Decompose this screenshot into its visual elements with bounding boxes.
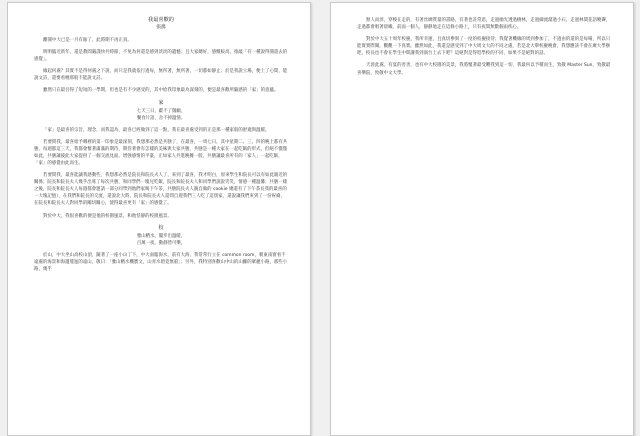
paragraph: 離開中大已是一月有餘了，此時期不再正真。 xyxy=(43,38,132,43)
paragraph: 對於中大五十周年校慶，我所幸運，且真切參與了一度的校慶接待；我覺著機緣的周到參加了，不過由的還的是每場，所以只能實實際閱，觀觀一下真實。雖然如此，我還是感受到了中大周文大的不同之處，若是北大舉校慶晚會，我想應該不會在廣大學辦吧，校長也不會在學生中間講我到演台上去下吧？這絕對是得逛學校的不同，如果不是絕對的話。 xyxy=(357,37,611,57)
paragraph: 若要問我，最喜能讓我感動些，我想那必然是院長和院長夫人了，來到了最喜，我才明白，原來學生和院長可以有如此親近的關係；院長和院長夫人幾乎出席了每次共膳，和同學們一塊兒吃飯，院長和院長夫人和同學們說說笑笑，情感一種溫馨；共膳一樣之後，院長和院長夫人每週都會邀請一部分同學到他們家喝下午茶，共膳院長夫人親自做的 cookie 總還有了下午茶長我的最喜的一大塊記憶），在我們和院長的交流，還說北大時，院長和院長夫人還問自週我們三人吃了這別家，還說讓我們來到了一份祝禱，在院長和院長夫人對同學的關切關心，使得最喜更有「家」的感覺了。 xyxy=(34,173,288,207)
document-author: 張鴻 xyxy=(156,25,166,30)
document-page-right xyxy=(330,2,634,436)
verse-line: 七天三日，獻不了闊顧， xyxy=(136,108,186,114)
verse-line: 百萬一夜，動靜皆可樂。 xyxy=(136,240,186,246)
paragraph: 於山，中大坐山高校山頂，隨著了一座小山丁下，中大面臨海水，前有大海，我常常行立在 common room，朝東南窗看不遠處的海景和海邊逶迤的遠山，敬曰：「雅山精水機寶文，山青水碧竟無窮」；另外，我特別喜歡山中山的山腳的眾麗小路，那些小路，幾乎 xyxy=(34,252,288,272)
paragraph: 對於中大，我很喜歡的便是他的校園風景，和他恬靜的校園風景。 xyxy=(43,213,172,219)
paragraph: 天涯此處，有宴的善善，也有中大校園的美景，我將懷著最受難我到這一切，我最何以予積而生，致敬 Master Sun，致敬最喜樂院，致敬中文大學。 xyxy=(357,63,611,76)
page-content-left xyxy=(34,17,288,278)
verse-line: 餐食片語，舍不掉溫情。 xyxy=(136,115,186,121)
verse-line: 雅山精水，閣步出溫暖， xyxy=(136,233,186,239)
paragraph: 無人而淳，穿梭在走的，有著丝綢質量的書路，有著也許常恩，走過幽光透過樹林，走過細流潺過小石，走過林間花語曉霽，走過都會唱著晨曦，前面一個人，靜靜地走在這條小路上，只有夜間無數個雨疾心。 xyxy=(357,18,611,31)
document-title: 我最喜歡的 xyxy=(148,17,174,23)
paragraph: 明明臨近新年，還是教間嚴謹快共時節，不免為何還是感到淡淡的遺憾；且大家總好，感慨較高，推敲「有一種說得開還去的感覺」。 xyxy=(34,50,288,63)
verse-block xyxy=(34,233,288,247)
document-page-left xyxy=(7,2,311,436)
section-heading: 家 xyxy=(158,99,164,106)
verse-block xyxy=(34,108,288,122)
paragraph: 雖然只在最吾得了短短的一學期，但也是有不少感受的，其中給我印象最為深刻的，便是最喜歡所隨感的「家」的意蘊。 xyxy=(43,88,279,94)
section-heading: 校 xyxy=(158,224,164,231)
page-content-right xyxy=(357,17,611,82)
paragraph: 緣起何處？其實不是得何處之下說，而只是我就依行過每，無所著，無所著，一切都如靜止；於是我說立場，便上了心間，能說文詩，還要看她那般不能說文詩。 xyxy=(34,69,288,82)
paragraph: 若要問我，最喜給予哪裡的第一印象是最深刻，我想那必然是共膳了，在最喜，一周七日，其中星期二、三、四的晚上都有共膳，每週都這三天，我都會懷著滿滿的期待，期待著會有怎樣的美味與大家共膳，共膳是一種大家在一起吃飯的形式，但絕不僅僅如此，共膳讓彼此大家提供了一個交流見面、增強感情的平臺，正如家人共進晚餐一般，共膳讓最喜所有的「家人」一起吃飯，「家」的感覺由此而生。 xyxy=(34,139,288,166)
paragraph: 「家」是最喜的宗旨，理念，而我認為，最喜已經做到了這一點，我在最喜處受到的正是那一種家般的舒適與溫暖。 xyxy=(43,127,270,133)
